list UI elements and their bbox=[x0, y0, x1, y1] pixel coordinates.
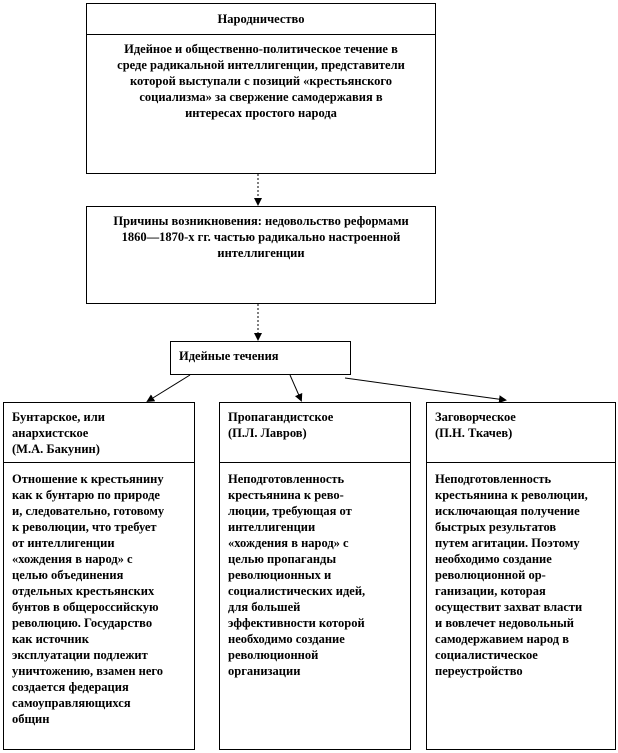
conspiracy-text-line: и вовлечет недовольный bbox=[435, 616, 575, 630]
anarchist-header-line: Бунтарское, или bbox=[12, 410, 105, 424]
arrow-currents-to-propaganda bbox=[290, 375, 301, 400]
propaganda-current-header bbox=[219, 402, 411, 462]
conspiracy-text-line: социалистическое bbox=[435, 648, 538, 662]
populism-box bbox=[86, 3, 436, 174]
causes-box bbox=[86, 206, 436, 304]
anarchist-text-line: и, следовательно, готовому bbox=[12, 504, 165, 518]
propaganda-text-line: эффективности которой bbox=[228, 616, 365, 630]
definition-line: социализма» за свержение самодержавия в bbox=[139, 90, 383, 104]
anarchist-text-line: целью объединения bbox=[12, 568, 124, 582]
propaganda-current-description bbox=[219, 462, 411, 750]
conspiracy-current-description bbox=[426, 462, 616, 750]
conspiracy-header-line: (П.Н. Ткачев) bbox=[435, 426, 513, 440]
propaganda-text-line: социалистических идей, bbox=[228, 584, 366, 598]
propaganda-header-line: Пропагандистское bbox=[228, 410, 334, 424]
conspiracy-text-line: Неподготовленность bbox=[435, 472, 552, 486]
anarchist-text-line: самоуправляющихся bbox=[12, 696, 131, 710]
causes-line: 1860—1870-х гг. частью радикально настроенной bbox=[121, 230, 401, 244]
propaganda-text-line: Неподготовленность bbox=[228, 472, 345, 486]
anarchist-text-line: к революции, что требует bbox=[12, 520, 157, 534]
conspiracy-text-line: осуществит захват власти bbox=[435, 600, 583, 614]
arrow-currents-to-anarchist bbox=[148, 375, 190, 401]
conspiracy-current-header bbox=[426, 402, 616, 462]
propaganda-text-line: «хождения в народ» с bbox=[228, 536, 349, 550]
anarchist-text-line: как источник bbox=[12, 632, 89, 646]
propaganda-text-line: целью пропаганды bbox=[228, 552, 337, 566]
conspiracy-text-line: крестьянина к революции, bbox=[435, 488, 588, 502]
conspiracy-text-line: путем агитации. Поэтому bbox=[435, 536, 580, 550]
propaganda-text-line: необходимо создание bbox=[228, 632, 345, 646]
anarchist-text-line: бунтов в общероссийскую bbox=[12, 600, 159, 614]
anarchist-text-line: уничтожению, взамен него bbox=[12, 664, 164, 678]
anarchist-text-line: «хождения в народ» с bbox=[12, 552, 133, 566]
definition-line: которой выступали с позиций «крестьянского bbox=[130, 74, 392, 88]
causes-line: интеллигенции bbox=[217, 246, 305, 260]
conspiracy-text-line: необходимо создание bbox=[435, 552, 552, 566]
propaganda-text-line: интеллигенции bbox=[228, 520, 316, 534]
populism-title: Народничество bbox=[217, 12, 305, 26]
conspiracy-text-line: революционной ор- bbox=[435, 568, 546, 582]
anarchist-text-line: отдельных крестьянских bbox=[12, 584, 155, 598]
conspiracy-text-line: исключающая получение bbox=[435, 504, 580, 518]
conspiracy-text-line: быстрых результатов bbox=[435, 520, 557, 534]
anarchist-text-line: эксплуатации подлежит bbox=[12, 648, 148, 662]
anarchist-current-description bbox=[3, 462, 195, 750]
anarchist-text-line: как к бунтарю по природе bbox=[12, 488, 160, 502]
anarchist-current-header bbox=[3, 402, 195, 462]
conspiracy-text-line: ганизации, которая bbox=[435, 584, 546, 598]
propaganda-text-line: люции, требующая от bbox=[228, 504, 352, 518]
propaganda-text-line: крестьянина к рево- bbox=[228, 488, 344, 502]
propaganda-text-line: организации bbox=[228, 664, 301, 678]
anarchist-text-line: от интеллигенции bbox=[12, 536, 115, 550]
populism-definition bbox=[87, 34, 435, 121]
anarchist-text-line: Отношение к крестьянину bbox=[12, 472, 164, 486]
anarchist-text-line: создается федерация bbox=[12, 680, 129, 694]
ideological-currents-label: Идейные течения bbox=[179, 349, 279, 363]
anarchist-text-line: общин bbox=[12, 712, 50, 726]
definition-line: интересах простого народа bbox=[185, 106, 337, 120]
definition-line: среде радикальной интеллигенции, представители bbox=[117, 58, 405, 72]
conspiracy-header-line: Заговорческое bbox=[435, 410, 516, 424]
ideological-currents-box bbox=[170, 341, 351, 375]
anarchist-header-line: (М.А. Бакунин) bbox=[12, 442, 100, 456]
conspiracy-text-line: самодержавием народ в bbox=[435, 632, 569, 646]
propaganda-text-line: для большей bbox=[228, 600, 301, 614]
propaganda-text-line: революционных и bbox=[228, 568, 332, 582]
causes-line: Причины возникновения: недовольство реформами bbox=[113, 214, 409, 228]
anarchist-header-line: анархистское bbox=[12, 426, 89, 440]
conspiracy-text-line: переустройство bbox=[435, 664, 523, 678]
anarchist-text-line: революцию. Государство bbox=[12, 616, 153, 630]
propaganda-header-line: (П.Л. Лавров) bbox=[228, 426, 307, 440]
propaganda-text-line: революционной bbox=[228, 648, 319, 662]
definition-line: Идейное и общественно-политическое течение в bbox=[124, 42, 398, 56]
arrow-currents-to-conspiracy bbox=[345, 378, 505, 400]
